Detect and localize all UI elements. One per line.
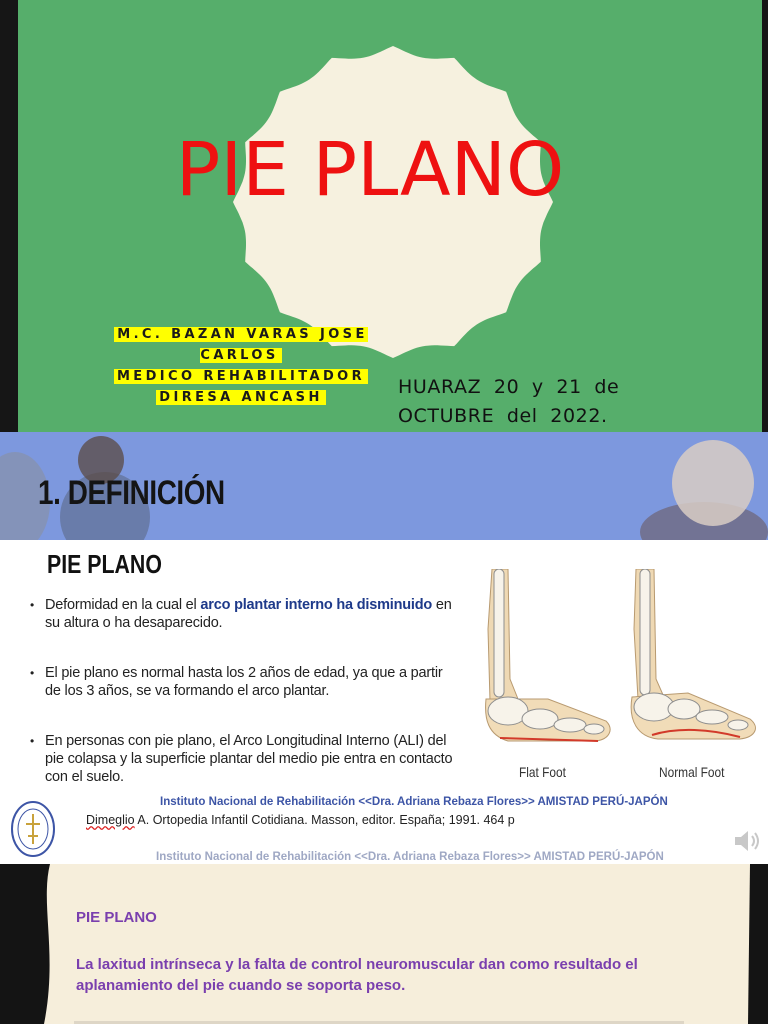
author-block — [70, 324, 412, 408]
institute-credit-faded: Instituto Nacional de Rehabilitación <<Dra. Adriana Rebaza Flores>> AMISTAD PERÚ-JAPÓN — [156, 849, 664, 863]
author-name: M.C. BAZAN VARAS JOSE CARLOS — [114, 327, 367, 363]
bullet-text: En personas con pie plano, el Arco Longitudinal Interno (ALI) del pie colapsa y la superficie plantar del medio pie entra en contacto con el suelo. — [45, 733, 453, 785]
bullet-highlight: arco plantar interno ha disminuido — [200, 597, 433, 613]
bullet-item — [30, 732, 460, 786]
bullet-item — [30, 596, 460, 632]
reference-author: Dimeglio — [86, 813, 135, 827]
author-role: MEDICO REHABILITADOR — [114, 369, 368, 384]
cut-off-text-line — [74, 1016, 684, 1024]
section-heading: 1. DEFINICIÓN — [38, 474, 225, 512]
bullet-text: en su altura o ha desaparecido. — [45, 597, 452, 631]
title-slide — [0, 0, 768, 432]
definition-slide — [0, 432, 768, 864]
left-dark-bar — [0, 0, 18, 432]
normal-foot-drawing — [631, 569, 755, 739]
institute-seal-icon — [10, 800, 56, 858]
normal-foot-label: Normal Foot — [659, 764, 725, 780]
header-photo-figure — [672, 440, 754, 526]
dark-left-edge — [0, 864, 768, 1024]
speaker-icon[interactable] — [733, 828, 763, 854]
flat-foot-label: Flat Foot — [519, 764, 566, 780]
flat-foot-drawing — [486, 569, 611, 741]
place-date — [398, 373, 668, 431]
section-subheading: PIE PLANO — [47, 549, 162, 579]
institute-credit: Instituto Nacional de Rehabilitación <<Dra. Adriana Rebaza Flores>> AMISTAD PERÚ-JAPÓN — [160, 794, 668, 808]
definition-bullets — [30, 596, 460, 818]
foot-skeleton-illustration — [478, 569, 763, 789]
place-date-line-1: HUARAZ 20 y 21 de — [398, 376, 620, 398]
bullet-item — [30, 664, 460, 700]
slide-title: PIE PLANO — [76, 909, 157, 926]
right-dark-bar — [762, 0, 768, 432]
reference-text: A. Ortopedia Infantil Cotidiana. Masson, editor. España; 1991. 464 p — [134, 813, 515, 827]
bullet-text: Deformidad en la cual el — [45, 597, 201, 613]
author-institution: DIRESA ANCASH — [156, 390, 325, 405]
laxity-slide — [0, 864, 768, 1024]
slide-header-banner — [0, 432, 768, 540]
bullet-text: El pie plano es normal hasta los 2 años de edad, ya que a partir de los 3 años, se va formando el arco plantar. — [45, 665, 443, 699]
place-date-line-2: OCTUBRE del 2022. — [398, 405, 608, 427]
presentation-title: PIE PLANO — [175, 127, 565, 213]
slide-body-text: La laxitud intrínseca y la falta de control neuromuscular dan como resultado el aplanamiento del pie cuando se soporta peso. — [76, 956, 638, 994]
bibliographic-reference — [86, 813, 515, 827]
